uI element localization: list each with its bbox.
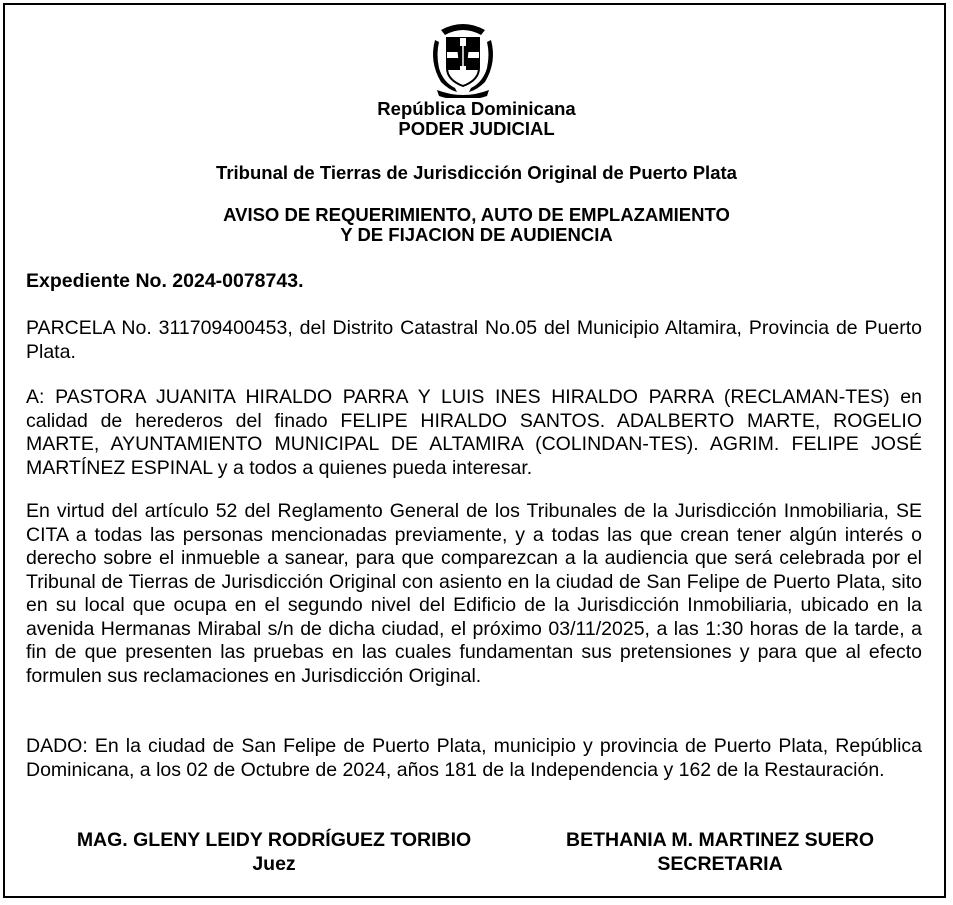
secretary-signature-block (530, 828, 910, 876)
judicial-branch: PODER JUDICIAL (398, 118, 555, 139)
citation-paragraph: En virtud del artículo 52 del Reglamento General de los Tribunales de la Jurisdicción Inmobiliaria, SE CITA a todas las personas mencionadas previamente, y a todas las que crean tener algún interés o derecho sobre el inmueble a sanear, para que comparezcan a la audiencia que será celebrada por el Tribunal de Tierras de Jurisdicción Original con asiento en la ciudad de San Felipe de Puerto Plata, sito en su local que ocupa en el segundo nivel del Edificio de la Jurisdicción Inmobiliaria, ubicado en la avenida Hermanas Mirabal s/n de dicha ciudad, el próximo 03/11/2025, a las 1:30 horas de la tarde, a fin de que presenten las pruebas en las cuales fundamentan sus pretensiones y para que al efecto formulen sus reclamaciones en Jurisdicción Original. (26, 500, 922, 687)
court-name: Tribunal de Tierras de Jurisdicción Original de Puerto Plata (216, 162, 737, 183)
judge-name: MAG. GLENY LEIDY RODRÍGUEZ TORIBIO (76, 829, 472, 851)
parcel-paragraph: PARCELA No. 311709400453, del Distrito Catastral No.05 del Municipio Altamira, Provincia de Puerto Plata. (26, 317, 922, 363)
judge-signature-block (40, 828, 508, 876)
secretary-name: BETHANIA M. MARTINEZ SUERO (565, 829, 875, 851)
dado-paragraph: DADO: En la ciudad de San Felipe de Puerto Plata, municipio y provincia de Puerto Plata, República Dominicana, a los 02 de Octubre de 2024, años 181 de la Independencia y 162 de la Restauración. (26, 735, 922, 781)
judge-title: Juez (252, 853, 296, 875)
addressees-paragraph: A: PASTORA JUANITA HIRALDO PARRA Y LUIS INES HIRALDO PARRA (RECLAMAN-TES) en calidad de herederos del finado FELIPE HIRALDO SANTOS. ADALBERTO MARTE, ROGELIO MARTE, AYUNTAMIENTO MUNICIPAL DE ALTAMIRA (COLINDAN-TES). AGRIM. FELIPE JOSÉ MARTÍNEZ ESPINAL y a todos a quienes pueda interesar. (26, 386, 922, 479)
case-number: Expediente No. 2024-0078743. (26, 270, 304, 292)
country-name: República Dominicana (377, 98, 576, 119)
notice-title-line1: AVISO DE REQUERIMIENTO, AUTO DE EMPLAZAMIENTO (223, 204, 730, 225)
notice-title-line2: Y DE FIJACION DE AUDIENCIA (340, 224, 613, 245)
coat-of-arms-icon (427, 20, 499, 98)
secretary-title: SECRETARIA (657, 853, 783, 875)
